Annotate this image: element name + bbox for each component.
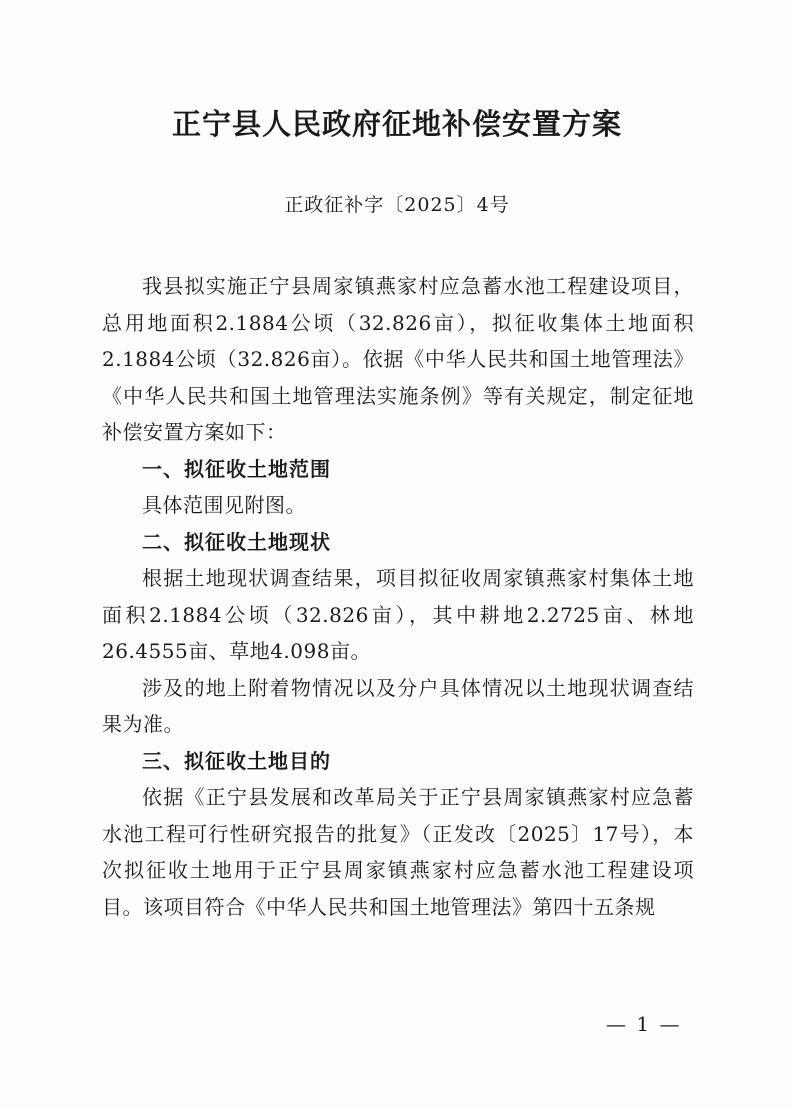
section-3-body: 依据《正宁县发展和改革局关于正宁县周家镇燕家村应急蓄水池工程可行性研究报告的批复》（正发改〔2025〕17号），本次拟征收土地用于正宁县周家镇燕家村应急蓄水池工程建设项目。该项目符合《中华人民共和国土地管理法》第四十五条规 (102, 785, 694, 919)
page-number: — 1 — (606, 1012, 682, 1036)
section-3-heading: 三、拟征收土地目的 (142, 748, 331, 773)
document-title: 正宁县人民政府征地补偿安置方案 (171, 107, 622, 141)
intro-paragraph: 我县拟实施正宁县周家镇燕家村应急蓄水池工程建设项目，总用地面积2.1884公顷（32.826亩），拟征收集体土地面积2.1884公顷（32.826亩）。依据《中华人民共和国土地管理法》《中华人民共和国土地管理法实施条例》等有关规定，制定征地补偿安置方案如下： (102, 274, 694, 444)
section-1-body: 具体范围见附图。 (142, 493, 306, 517)
document-number: 正政征补字〔2025〕4号 (284, 194, 510, 216)
section-2-body-1: 根据土地现状调查结果，项目拟征收周家镇燕家村集体土地面积2.1884公顷（32.826亩），其中耕地2.2725亩、林地26.4555亩、草地4.098亩。 (102, 566, 694, 663)
section-2-body-2: 涉及的地上附着物情况以及分户具体情况以土地现状调查结果为准。 (102, 675, 694, 736)
document-body (102, 268, 694, 925)
section-2-heading: 二、拟征收土地现状 (142, 529, 331, 554)
section-1-heading: 一、拟征收土地范围 (142, 456, 331, 481)
